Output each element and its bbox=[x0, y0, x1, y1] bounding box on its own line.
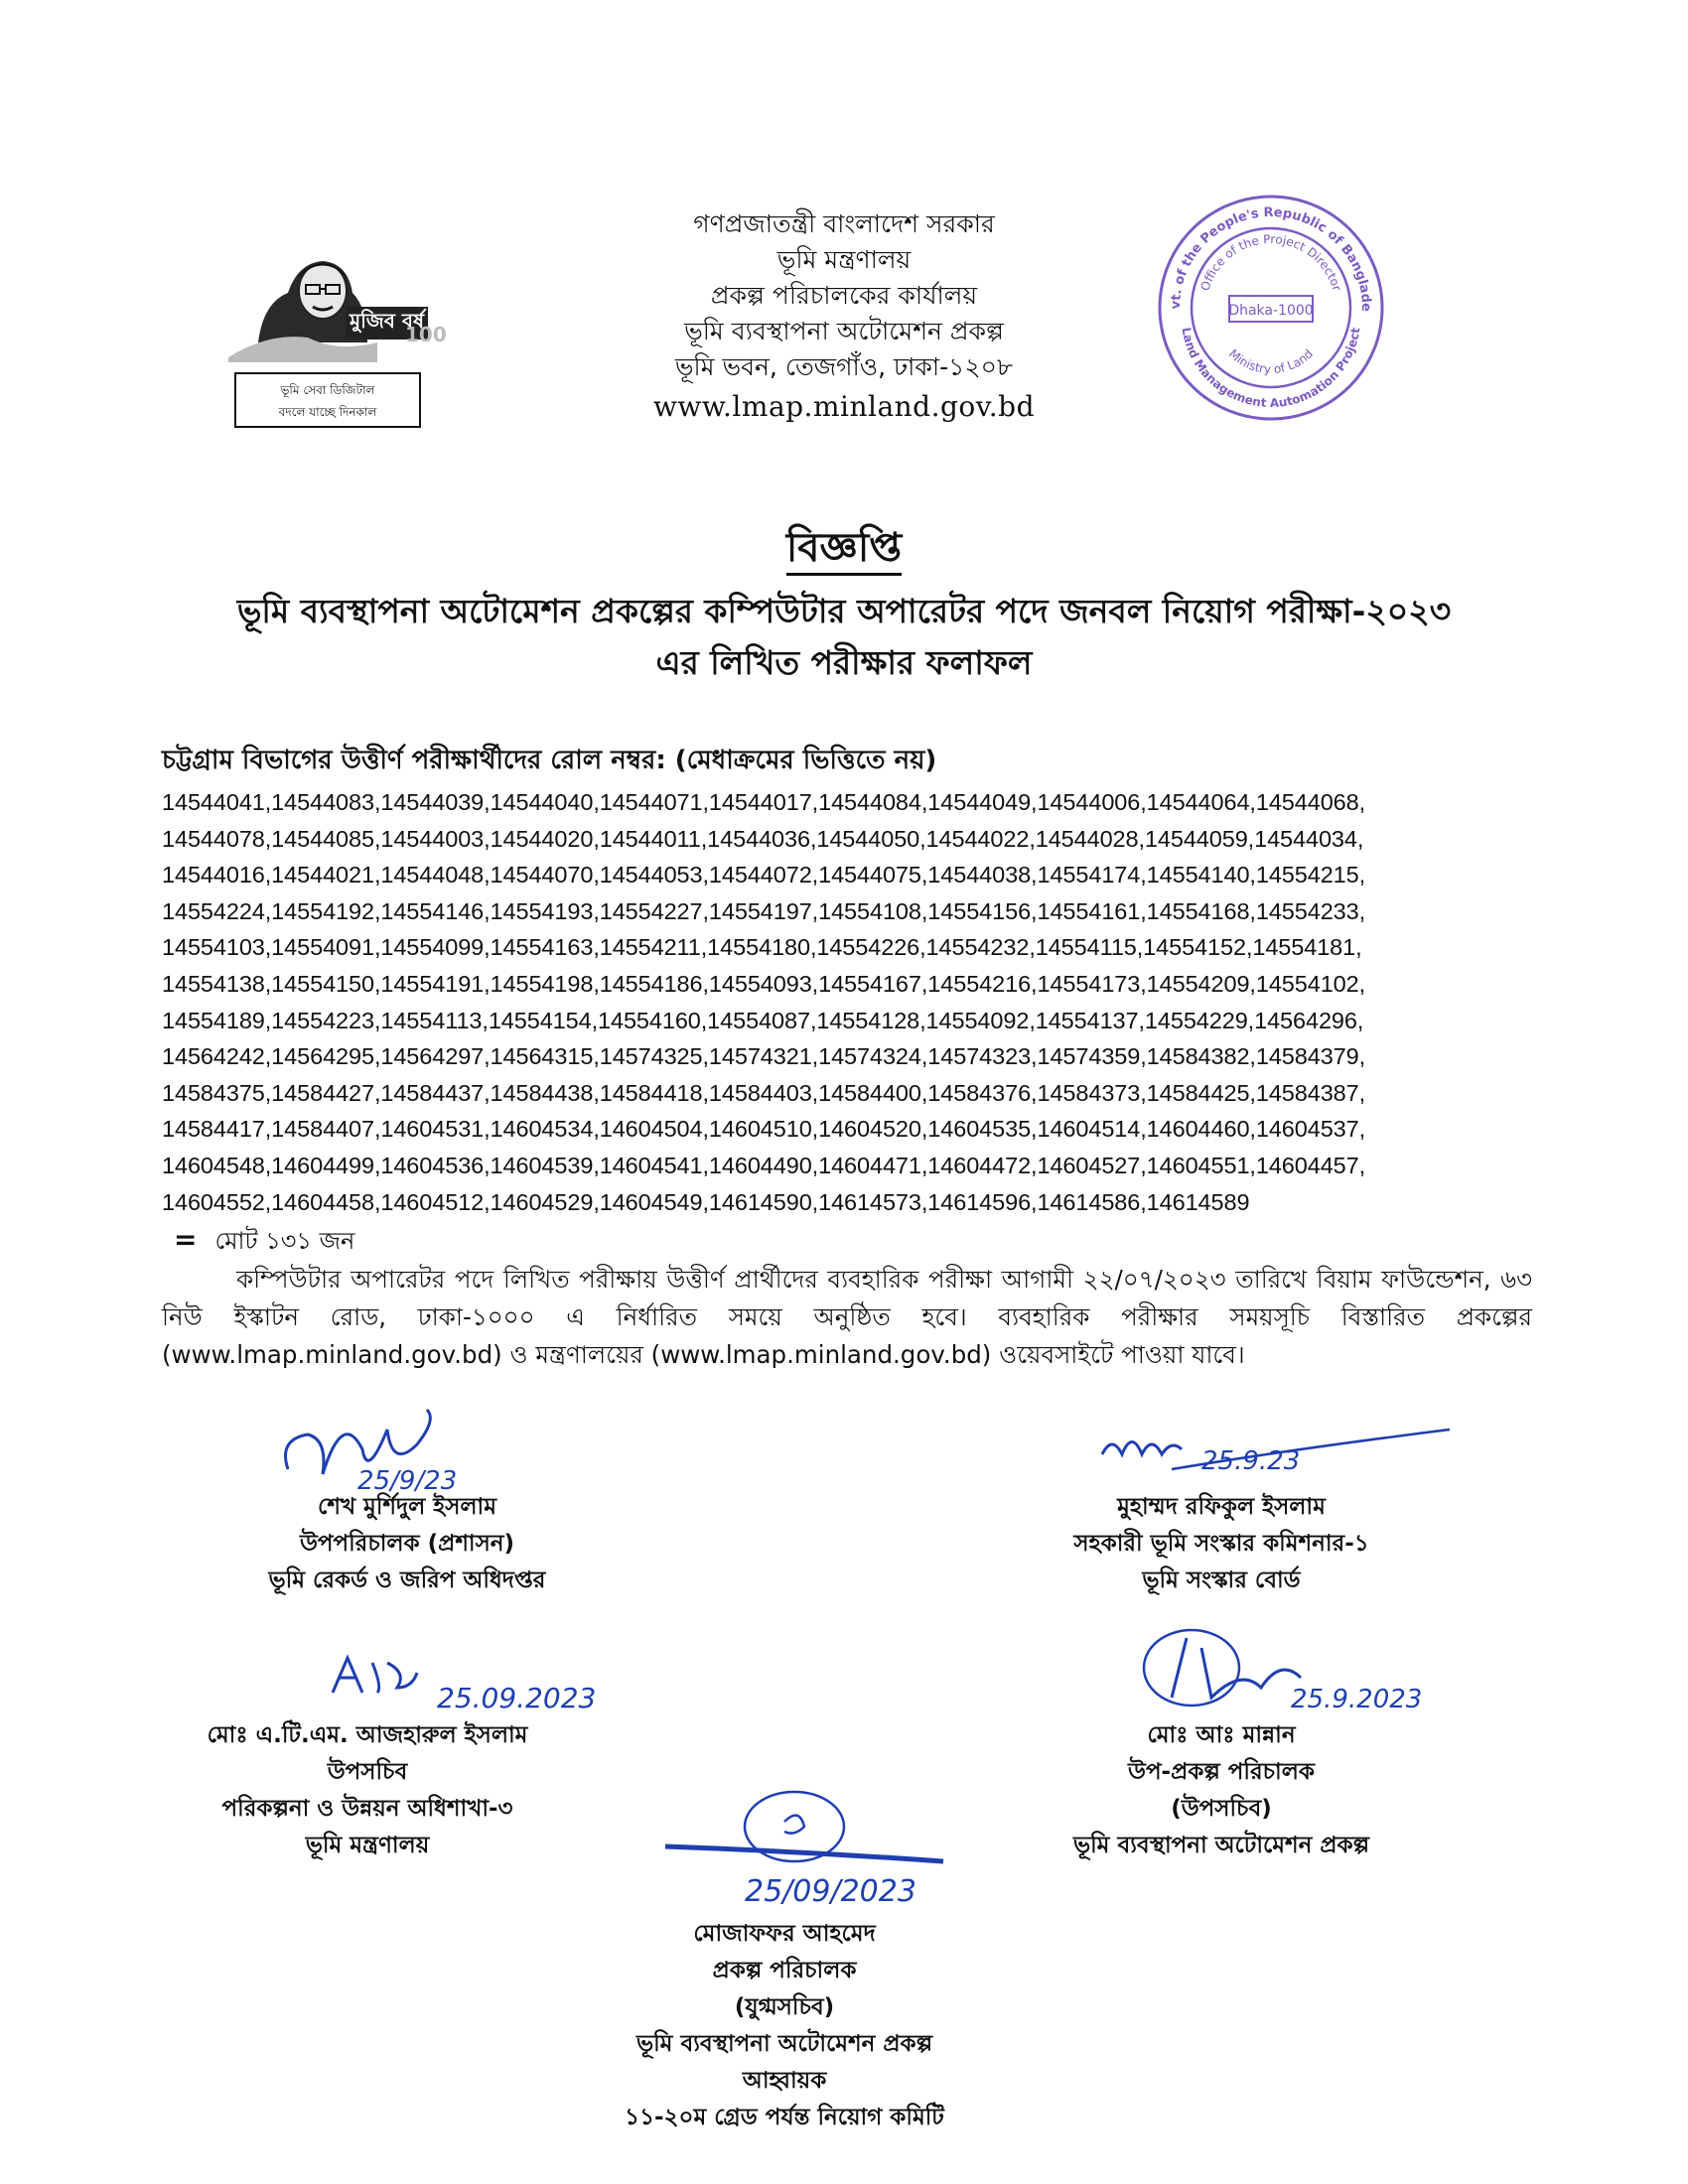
roll-line: 14554103,14554091,14554099,14554163,14554211,14554180,14554226,14554232,14554115,14554152,14554181, bbox=[162, 934, 1362, 961]
total-symbol: = bbox=[174, 1223, 198, 1256]
signatory-4-name: মোঃ আঃ মান্নান bbox=[1147, 1722, 1296, 1748]
signature-4-date: 25.9.2023 bbox=[1291, 1685, 1423, 1714]
signatory-2-name: মুহাম্মদ রফিকুল ইসলাম bbox=[1117, 1494, 1326, 1520]
signatory-4 bbox=[1023, 1717, 1420, 1864]
seal-outer-bottom-text: Land Management Automation Project bbox=[1179, 326, 1363, 411]
signatory-5 bbox=[566, 1916, 1003, 2136]
total-count bbox=[174, 1223, 354, 1263]
signatory-1-name: শেখ মুর্শিদুল ইসলাম bbox=[318, 1494, 496, 1520]
roll-heading: চট্টগ্রাম বিভাগের উত্তীর্ণ পরীক্ষার্থীদের রোল নম্বর: (মেধাক্রমের ভিত্তিতে নয়) bbox=[162, 746, 937, 775]
signatory-5-line-5: ১১-২০ম গ্রেড পর্যন্ত নিয়োগ কমিটি bbox=[625, 2105, 944, 2130]
header-line-5: ভূমি ভবন, তেজগাঁও, ঢাকা-১২০৮ bbox=[674, 352, 1014, 381]
signatory-2-line-2: ভূমি সংস্কার বোর্ড bbox=[1142, 1568, 1301, 1593]
seal-inner-top-text: Office of the Project Director bbox=[1197, 231, 1344, 293]
subtitle-line-2: এর লিখিত পরীক্ষার ফলাফল bbox=[655, 643, 1033, 682]
roll-line: 14554138,14554150,14554191,14554198,14554186,14554093,14554167,14554216,14554173,14554209,14554102, bbox=[162, 970, 1366, 997]
signatory-5-name: মোজাফফর আহমেদ bbox=[693, 1921, 876, 1947]
mujib-logo bbox=[228, 223, 447, 442]
svg-text:Office of the Project Director bbox=[1197, 232, 1343, 293]
seal-center-text: Dhaka-1000 bbox=[1228, 303, 1314, 319]
notice-paragraph: কম্পিউটার অপারেটর পদে লিখিত পরীক্ষায় উত্তীর্ণ প্রার্থীদের ব্যবহারিক পরীক্ষা আগামী ২২/০৭/২০২৩ তারিখে বিয়াম ফাউন্ডেশন, ৬৩ নিউ ইস্কাটন রোড, ঢাকা-১০০০ এ নির্ধারিত সময়ে অনুষ্ঠিত হবে। ব্যবহারিক পরীক্ষার সময়সূচি বিস্তারিত প্রকল্পের (www.lmap.minland.gov.bd) ও মন্ত্রণালয়ের (www.lmap.minland.gov.bd) ওয়েবসাইটে পাওয়া যাবে। bbox=[162, 1265, 1532, 1369]
signatory-2 bbox=[1023, 1489, 1420, 1599]
signature-3-date: 25.09.2023 bbox=[437, 1682, 597, 1714]
office-header bbox=[556, 206, 1132, 429]
signatory-3-line-1: উপসচিব bbox=[327, 1759, 408, 1785]
signatory-1 bbox=[199, 1489, 616, 1599]
slogan-line-2: বদলে যাচ্ছে দিনকাল bbox=[278, 405, 377, 419]
signatory-5-line-2: (যুগ্মসচিব) bbox=[734, 1994, 835, 2020]
roll-list bbox=[162, 784, 1552, 1220]
mujib-portrait bbox=[228, 223, 447, 362]
seal-inner-bottom-text: Ministry of Land bbox=[1225, 346, 1316, 377]
signature-1-date: 25/9/23 bbox=[357, 1466, 458, 1496]
notice-title: বিজ্ঞপ্তি bbox=[0, 516, 1688, 583]
signature-1 bbox=[268, 1390, 566, 1499]
subtitle-line-1: ভূমি ব্যবস্থাপনা অটোমেশন প্রকল্পের কম্পিউটার অপারেটর পদে জনবল নিয়োগ পরীক্ষা-২০২৩ bbox=[236, 592, 1452, 630]
roll-line: 14604552,14604458,14604512,14604529,14604549,14614590,14614573,14614596,14614586,14614589 bbox=[162, 1188, 1250, 1215]
signatory-5-line-3: ভূমি ব্যবস্থাপনা অটোমেশন প্রকল্প bbox=[635, 2031, 933, 2057]
roll-line: 14554189,14554223,14554113,14554154,14554160,14554087,14554128,14554092,14554137,14554229,14564296, bbox=[162, 1007, 1364, 1033]
signature-2 bbox=[1092, 1410, 1470, 1489]
signature-4 bbox=[1132, 1618, 1499, 1727]
header-line-4: ভূমি ব্যবস্থাপনা অটোমেশন প্রকল্প bbox=[684, 317, 1004, 345]
seal-outer-text: vt. of the People's Republic of Banglade bbox=[1168, 205, 1374, 313]
office-seal bbox=[1152, 189, 1390, 427]
signature-5-date: 25/09/2023 bbox=[745, 1874, 916, 1909]
signatory-1-line-1: উপপরিচালক (প্রশাসন) bbox=[299, 1531, 515, 1557]
signatory-4-line-2: (উপসচিব) bbox=[1171, 1796, 1272, 1822]
signature-2-date: 25.9.23 bbox=[1201, 1446, 1301, 1476]
mujib-100: 100 bbox=[405, 323, 447, 346]
roll-line: 14544016,14544021,14544048,14544070,14544053,14544072,14544075,14544038,14554174,14554140,14554215, bbox=[162, 862, 1366, 888]
signatory-4-line-1: উপ-প্রকল্প পরিচালক bbox=[1128, 1759, 1315, 1785]
roll-line: 14584375,14584427,14584437,14584438,14584418,14584403,14584400,14584376,14584373,14584425,14584387, bbox=[162, 1079, 1366, 1106]
signatory-3-name: মোঃ এ.টি.এম. আজহারুল ইসলাম bbox=[207, 1722, 528, 1748]
header-line-2: ভূমি মন্ত্রণালয় bbox=[776, 245, 912, 274]
roll-line: 14554224,14554192,14554146,14554193,14554227,14554197,14554108,14554156,14554161,14554168,14554233, bbox=[162, 897, 1366, 924]
signature-3 bbox=[328, 1643, 645, 1722]
total-text: মোট ১৩১ জন bbox=[214, 1227, 355, 1255]
signatory-3 bbox=[159, 1717, 576, 1864]
svg-text:Govt. of the People's Republic bbox=[1152, 189, 1373, 312]
roll-line: 14584417,14584407,14604531,14604534,14604504,14604510,14604520,14604535,14604514,14604460,14604537, bbox=[162, 1116, 1366, 1143]
header-line-1: গণপ্রজাতন্ত্রী বাংলাদেশ সরকার bbox=[693, 209, 995, 238]
svg-text:Ministry of Land bbox=[1226, 346, 1316, 376]
header-line-3: প্রকল্প পরিচালকের কার্যালয় bbox=[710, 281, 978, 310]
roll-line: 14604548,14604499,14604536,14604539,14604541,14604490,14604471,14604472,14604527,14604551,14604457, bbox=[162, 1152, 1366, 1178]
signatory-3-line-2: পরিকল্পনা ও উন্নয়ন অধিশাখা-৩ bbox=[221, 1796, 513, 1822]
signatory-4-line-3: ভূমি ব্যবস্থাপনা অটোমেশন প্রকল্প bbox=[1072, 1833, 1370, 1858]
signatory-2-line-1: সহকারী ভূমি সংস্কার কমিশনার-১ bbox=[1073, 1531, 1369, 1557]
signatory-3-line-3: ভূমি মন্ত্রণালয় bbox=[305, 1833, 430, 1858]
mujib-text: মুজিব বর্ষ bbox=[346, 307, 428, 340]
slogan-box bbox=[234, 372, 421, 428]
roll-line: 14564242,14564295,14564297,14564315,14574325,14574321,14574324,14574323,14574359,14584382,14584379, bbox=[162, 1043, 1366, 1070]
signature-5 bbox=[655, 1782, 973, 1911]
signatory-5-line-4: আহ্বায়ক bbox=[742, 2068, 827, 2094]
roll-line: 14544041,14544083,14544039,14544040,14544071,14544017,14544084,14544049,14544006,14544064,14544068, bbox=[162, 789, 1366, 815]
signatory-5-line-1: প্রকল্প পরিচালক bbox=[712, 1958, 857, 1983]
header-website: www.lmap.minland.gov.bd bbox=[652, 390, 1036, 423]
slogan-line-1: ভূমি সেবা ডিজিটাল bbox=[280, 383, 375, 397]
roll-line: 14544078,14544085,14544003,14544020,14544011,14544036,14544050,14544022,14544028,14544059,14544034, bbox=[162, 825, 1364, 852]
signatory-1-line-2: ভূমি রেকর্ড ও জরিপ অধিদপ্তর bbox=[268, 1568, 546, 1593]
notice-subtitle bbox=[129, 586, 1559, 689]
